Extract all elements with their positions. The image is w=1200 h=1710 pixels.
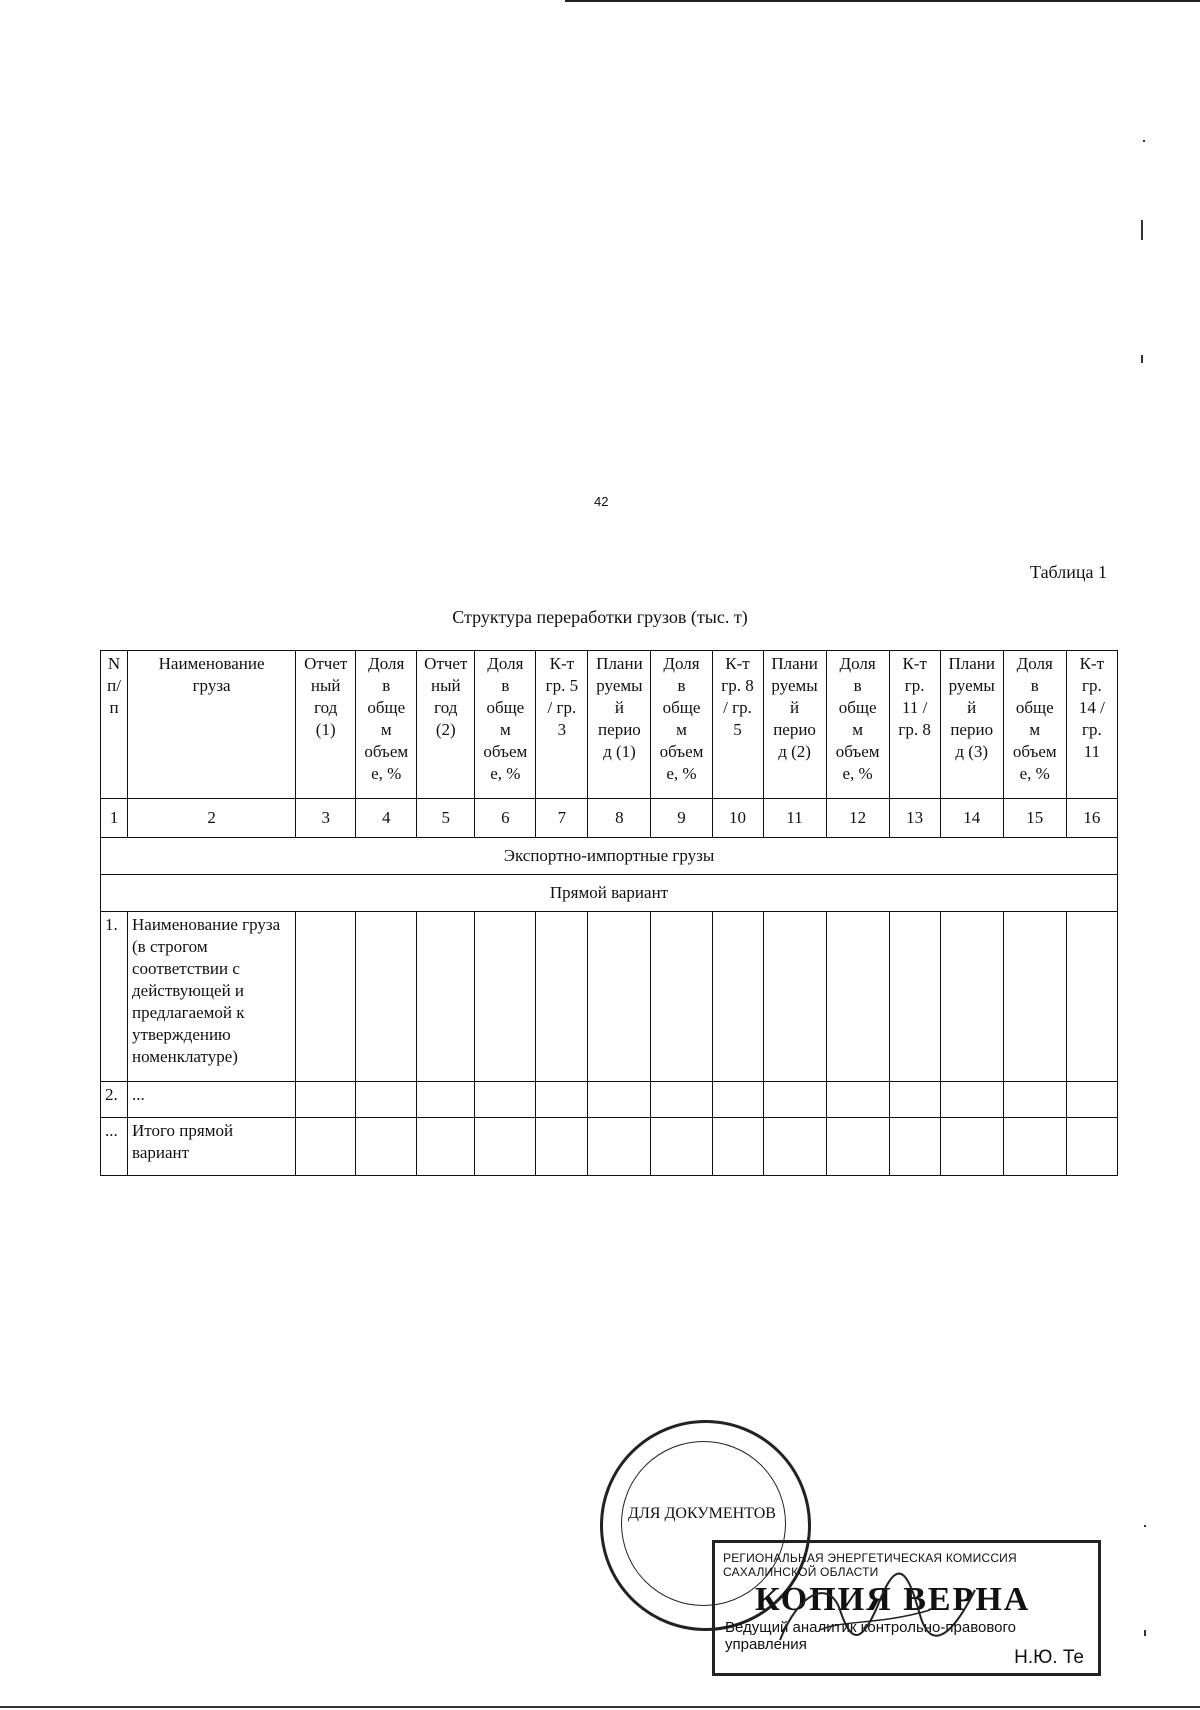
- empty-cell: [712, 912, 763, 1082]
- empty-cell: [356, 912, 417, 1082]
- stamp-organization: РЕГИОНАЛЬНАЯ ЭНЕРГЕТИЧЕСКАЯ КОМИССИЯ САХАЛИНСКОЙ ОБЛАСТИ: [723, 1551, 1017, 1579]
- section-heading: Прямой вариант: [101, 875, 1118, 912]
- empty-cell: [940, 1118, 1003, 1176]
- empty-cell: [1003, 1082, 1066, 1118]
- empty-cell: [475, 912, 536, 1082]
- row-number: ...: [101, 1118, 128, 1176]
- table-row: [101, 912, 1118, 1082]
- column-number: 12: [826, 799, 889, 838]
- empty-cell: [588, 1118, 651, 1176]
- header-row: [101, 651, 1118, 799]
- column-number: 7: [536, 799, 588, 838]
- empty-cell: [940, 1082, 1003, 1118]
- cargo-structure-table: [100, 650, 1118, 1176]
- header-cell: Доля в обще м объем е, %: [651, 651, 712, 799]
- empty-cell: [588, 1082, 651, 1118]
- section-heading: Экспортно-импортные грузы: [101, 838, 1118, 875]
- header-cell: Наименование груза: [128, 651, 296, 799]
- scan-speck: [1143, 140, 1145, 142]
- column-number: 15: [1003, 799, 1066, 838]
- header-cell: Плани руемы й перио д (2): [763, 651, 826, 799]
- header-cell: К-т гр. 5 / гр. 3: [536, 651, 588, 799]
- bottom-border-line: [0, 1706, 1200, 1708]
- row-number: 2.: [101, 1082, 128, 1118]
- header-cell: Доля в обще м объем е, %: [826, 651, 889, 799]
- column-number: 6: [475, 799, 536, 838]
- empty-cell: [475, 1082, 536, 1118]
- empty-cell: [296, 1118, 356, 1176]
- header-cell: Отчет ный год (1): [296, 651, 356, 799]
- empty-cell: [296, 912, 356, 1082]
- header-cell: Доля в обще м объем е, %: [475, 651, 536, 799]
- empty-cell: [536, 1118, 588, 1176]
- header-cell: N п/ п: [101, 651, 128, 799]
- empty-cell: [712, 1082, 763, 1118]
- empty-cell: [536, 912, 588, 1082]
- column-number: 8: [588, 799, 651, 838]
- header-cell: К-т гр. 14 / гр. 11: [1066, 651, 1117, 799]
- empty-cell: [356, 1082, 417, 1118]
- column-number: 3: [296, 799, 356, 838]
- empty-cell: [940, 912, 1003, 1082]
- column-number: 10: [712, 799, 763, 838]
- empty-cell: [763, 912, 826, 1082]
- column-number: 16: [1066, 799, 1117, 838]
- scan-speck: [1144, 1525, 1146, 1527]
- header-cell: Доля в обще м объем е, %: [1003, 651, 1066, 799]
- handwritten-signature: [760, 1570, 990, 1660]
- empty-cell: [1003, 912, 1066, 1082]
- scan-speck: [1141, 355, 1143, 363]
- header-cell: К-т гр. 8 / гр. 5: [712, 651, 763, 799]
- table-title: Структура переработки грузов (тыс. т): [452, 607, 748, 627]
- header-cell: Доля в обще м объем е, %: [356, 651, 417, 799]
- column-number-row: [101, 799, 1118, 838]
- empty-cell: [651, 1082, 712, 1118]
- column-number: 5: [417, 799, 475, 838]
- section-row-export-import: [101, 838, 1118, 875]
- header-cell: Плани руемы й перио д (1): [588, 651, 651, 799]
- empty-cell: [651, 912, 712, 1082]
- round-seal-text: ДЛЯ ДОКУМЕНТОВ: [628, 1505, 776, 1522]
- empty-cell: [588, 912, 651, 1082]
- top-border-line: [565, 0, 1200, 2]
- page-number: 42: [594, 494, 609, 509]
- empty-cell: [826, 1082, 889, 1118]
- empty-cell: [536, 1082, 588, 1118]
- empty-cell: [417, 1082, 475, 1118]
- empty-cell: [889, 912, 940, 1082]
- empty-cell: [1003, 1118, 1066, 1176]
- stamp-signer-name: Н.Ю. Те: [1014, 1647, 1084, 1668]
- empty-cell: [826, 912, 889, 1082]
- scan-speck: [1144, 1630, 1146, 1636]
- header-cell: К-т гр. 11 / гр. 8: [889, 651, 940, 799]
- column-number: 9: [651, 799, 712, 838]
- empty-cell: [826, 1118, 889, 1176]
- empty-cell: [356, 1118, 417, 1176]
- cargo-name: Итого прямой вариант: [128, 1118, 296, 1176]
- empty-cell: [763, 1082, 826, 1118]
- empty-cell: [417, 912, 475, 1082]
- empty-cell: [889, 1082, 940, 1118]
- stamp-title: КОПИЯ ВЕРНА: [755, 1581, 1031, 1618]
- empty-cell: [417, 1118, 475, 1176]
- table-row: [101, 1082, 1118, 1118]
- cargo-name: ...: [128, 1082, 296, 1118]
- scan-speck: [1141, 220, 1143, 240]
- table-row: [101, 1118, 1118, 1176]
- empty-cell: [296, 1082, 356, 1118]
- header-cell: Плани руемы й перио д (3): [940, 651, 1003, 799]
- empty-cell: [712, 1118, 763, 1176]
- empty-cell: [1066, 1118, 1117, 1176]
- section-row-direct: [101, 875, 1118, 912]
- empty-cell: [475, 1118, 536, 1176]
- cargo-name: Наименование груза (в строгом соответствии с действующей и предлагаемой к утверждению номенклатуре): [128, 912, 296, 1082]
- column-number: 4: [356, 799, 417, 838]
- header-cell: Отчет ный год (2): [417, 651, 475, 799]
- table-label: Таблица 1: [1030, 562, 1107, 582]
- stamp-department: Ведущий аналитик контрольно-правового управления: [725, 1619, 1016, 1653]
- empty-cell: [1066, 912, 1117, 1082]
- column-number: 13: [889, 799, 940, 838]
- empty-cell: [651, 1118, 712, 1176]
- column-number: 14: [940, 799, 1003, 838]
- empty-cell: [763, 1118, 826, 1176]
- column-number: 1: [101, 799, 128, 838]
- column-number: 2: [128, 799, 296, 838]
- column-number: 11: [763, 799, 826, 838]
- row-number: 1.: [101, 912, 128, 1082]
- empty-cell: [889, 1118, 940, 1176]
- empty-cell: [1066, 1082, 1117, 1118]
